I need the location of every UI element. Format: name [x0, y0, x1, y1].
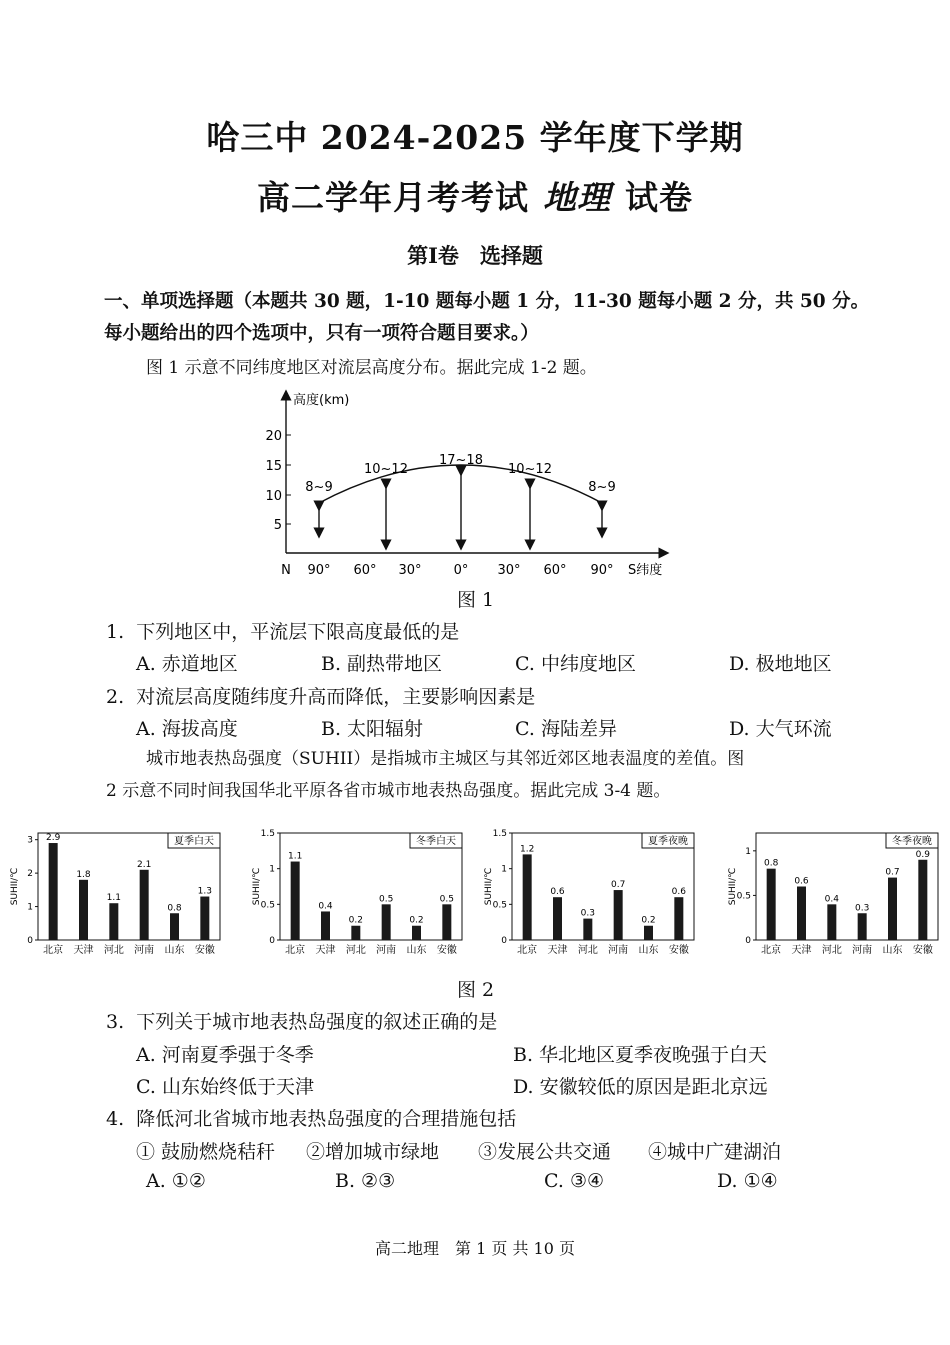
- bar: [918, 860, 927, 940]
- q3-option-a[interactable]: A. 河南夏季强于冬季: [136, 1044, 314, 1066]
- bar-value-label: 0.5: [379, 894, 394, 905]
- y-tick-label: 1: [501, 864, 507, 875]
- fig1-annotation: 10~12: [508, 462, 552, 477]
- bar: [79, 880, 88, 940]
- bar: [644, 926, 653, 940]
- category-label: 天津: [547, 945, 568, 956]
- q2-number: 2.: [106, 686, 125, 708]
- fig1-annotation: 8~9: [305, 480, 333, 495]
- bar-value-label: 0.8: [764, 858, 779, 869]
- title-subject: 地理: [543, 178, 611, 217]
- bar-value-label: 0.2: [409, 915, 424, 926]
- bar-value-label: 0.6: [671, 887, 686, 898]
- bar: [442, 904, 451, 940]
- bar-value-label: 0.6: [550, 887, 565, 898]
- section-title: 第Ⅰ卷 选择题: [407, 243, 543, 268]
- category-label: 山东: [164, 945, 185, 956]
- fig2-chart-winter-day: [250, 825, 472, 960]
- chart-title: 夏季白天: [174, 836, 214, 847]
- chart-frame: [512, 833, 694, 940]
- bar: [797, 887, 806, 941]
- fig1-xtick: 30°: [398, 563, 422, 578]
- fig2-chart-summer-day: [8, 825, 230, 960]
- question-3: [106, 1007, 497, 1034]
- category-label: 河北: [821, 945, 842, 956]
- title-part-a: 高二学年月考考试: [257, 178, 529, 217]
- bar-value-label: 0.2: [348, 915, 363, 926]
- bar: [767, 869, 776, 940]
- bar: [170, 913, 179, 940]
- y-axis-label: SUHII/℃: [484, 867, 494, 906]
- q1-option-b[interactable]: B. 副热带地区: [321, 653, 443, 675]
- title-part-c: 试卷: [625, 178, 693, 217]
- q3-option-c[interactable]: C. 山东始终低于天津: [136, 1076, 314, 1098]
- category-label: 安徽: [194, 945, 215, 956]
- bar: [291, 862, 300, 940]
- bar-value-label: 1.1: [288, 851, 303, 862]
- bar: [553, 897, 562, 940]
- fig1-annotation: 17~18: [439, 453, 483, 468]
- y-tick-label: 3: [27, 835, 33, 846]
- bar-value-label: 0.3: [580, 908, 595, 919]
- bar: [674, 897, 683, 940]
- bar-value-label: 0.7: [885, 867, 900, 878]
- q2-option-d[interactable]: D. 大气环流: [729, 718, 832, 740]
- q4-option-c[interactable]: C. ③④: [544, 1170, 605, 1192]
- y-tick-label: 2: [27, 869, 33, 880]
- q4-option-a[interactable]: A. ①②: [146, 1170, 206, 1192]
- q4-option-d[interactable]: D. ①④: [717, 1170, 778, 1192]
- y-axis-label: SUHII/℃: [728, 867, 738, 906]
- bar-value-label: 0.2: [641, 915, 656, 926]
- page-title-line2: [0, 172, 950, 219]
- category-label: 安徽: [912, 945, 933, 956]
- q1-option-a[interactable]: A. 赤道地区: [136, 653, 238, 675]
- q3-number: 3.: [106, 1011, 125, 1033]
- chart-frame: [38, 833, 220, 940]
- category-label: 河南: [608, 945, 629, 956]
- section1-heading: [104, 286, 884, 350]
- category-label: 山东: [406, 945, 427, 956]
- y-tick-label: 1: [269, 864, 275, 875]
- q1-stem: 下列地区中，平流层下限高度最低的是: [136, 621, 460, 643]
- category-label: 河北: [345, 945, 366, 956]
- bar: [351, 926, 360, 940]
- category-label: 天津: [73, 945, 94, 956]
- fig1-xtick: 0°: [453, 563, 469, 578]
- category-label: 天津: [791, 945, 812, 956]
- bar: [888, 878, 897, 940]
- y-tick-label: 0: [27, 936, 33, 946]
- fig1-xtick: 60°: [353, 563, 377, 578]
- q2-stem: 对流层高度随纬度升高而降低，主要影响因素是: [136, 686, 536, 708]
- category-label: 北京: [43, 945, 64, 956]
- bar-value-label: 2.9: [46, 833, 61, 844]
- intro-figure2-line2: 2 示意不同时间我国华北平原各省市城市地表热岛强度。据此完成 3-4 题。: [106, 781, 671, 801]
- q1-number: 1.: [106, 621, 125, 643]
- q1-option-c[interactable]: C. 中纬度地区: [515, 653, 636, 675]
- category-label: 北京: [517, 945, 538, 956]
- fig1-annotation: 10~12: [364, 462, 408, 477]
- bar-value-label: 1.3: [197, 886, 212, 897]
- y-tick-label: 0: [745, 936, 751, 946]
- bar-value-label: 0.9: [915, 849, 930, 860]
- q4-stem: 降低河北省城市地表热岛强度的合理措施包括: [136, 1108, 517, 1130]
- fig1-xtick: 90°: [307, 563, 331, 578]
- bar-value-label: 1.1: [106, 893, 121, 904]
- category-label: 河北: [103, 945, 124, 956]
- intro-figure2-line1: 城市地表热岛强度（SUHII）是指城市主城区与其邻近郊区地表温度的差值。图: [146, 749, 745, 769]
- bar: [382, 904, 391, 940]
- q4-number: 4.: [106, 1108, 125, 1130]
- bar-value-label: 0.5: [439, 894, 454, 905]
- y-tick-label: 1.5: [492, 829, 507, 839]
- y-tick-label: 0.5: [736, 891, 751, 902]
- fig2-chart-summer-night: [482, 825, 704, 960]
- bar-value-label: 1.8: [76, 869, 91, 880]
- question-1: [106, 617, 459, 644]
- chart-title: 冬季夜晚: [892, 836, 932, 847]
- figure1-caption: 图 1: [457, 589, 495, 611]
- category-label: 河南: [852, 945, 873, 956]
- y-tick-label: 0.5: [492, 900, 507, 911]
- fig1-ytick: 5: [273, 518, 282, 533]
- bar-value-label: 0.6: [794, 876, 809, 887]
- fig1-ytick: 10: [265, 489, 282, 504]
- q4-item-4: ④城中广建湖泊: [648, 1141, 782, 1163]
- q4-item-2: ②增加城市绿地: [306, 1141, 440, 1163]
- bar-value-label: 0.4: [824, 894, 839, 905]
- q3-stem: 下列关于城市地表热岛强度的叙述正确的是: [136, 1011, 498, 1033]
- bar: [200, 897, 209, 940]
- q2-option-a[interactable]: A. 海拔高度: [136, 718, 238, 740]
- bar-value-label: 0.7: [611, 880, 626, 891]
- question-2: [106, 682, 535, 709]
- fig1-annotation: 8~9: [588, 480, 616, 495]
- fig1-ytick: 20: [265, 429, 282, 444]
- bar-value-label: 0.4: [318, 901, 333, 912]
- category-label: 山东: [882, 945, 903, 956]
- figure1-chart: [260, 385, 680, 585]
- y-tick-label: 1: [745, 846, 751, 857]
- section1-heading-line2: 每小题给出的四个选项中，只有一项符合题目要求。）: [104, 323, 539, 344]
- q2-option-b[interactable]: B. 太阳辐射: [321, 718, 424, 740]
- y-tick-label: 0: [501, 936, 507, 946]
- fig1-xtick: 90°: [590, 563, 614, 578]
- bar: [827, 904, 836, 940]
- q3-option-b[interactable]: B. 华北地区夏季夜晚强于白天: [513, 1044, 768, 1066]
- category-label: 河北: [577, 945, 598, 956]
- chart-frame: [280, 833, 462, 940]
- chart-title: 夏季夜晚: [648, 836, 688, 847]
- fig1-ytick: 15: [265, 459, 282, 474]
- fig1-xtick: 30°: [497, 563, 521, 578]
- q4-item-1: ① 鼓励燃烧秸秆: [136, 1141, 276, 1163]
- figure2-caption: 图 2: [457, 979, 495, 1001]
- y-axis-label: SUHII/℃: [10, 867, 20, 906]
- fig1-y-ticks: [265, 429, 291, 533]
- intro-figure1: 图 1 示意不同纬度地区对流层高度分布。据此完成 1-2 题。: [146, 358, 597, 378]
- y-tick-label: 0: [269, 936, 275, 946]
- bar-value-label: 0.3: [855, 903, 870, 914]
- bar-value-label: 0.8: [167, 903, 182, 914]
- category-label: 山东: [638, 945, 659, 956]
- y-tick-label: 0.5: [260, 900, 275, 911]
- chart-frame: [756, 833, 938, 940]
- q4-item-3: ③发展公共交通: [478, 1141, 612, 1163]
- page-title-line1: 哈三中 2024-2025 学年度下学期: [206, 118, 744, 157]
- q4-option-b[interactable]: B. ②③: [335, 1170, 396, 1192]
- chart-title: 冬季白天: [416, 836, 456, 847]
- fig1-x-start: N: [281, 563, 291, 578]
- q3-option-d[interactable]: D. 安徽较低的原因是距北京远: [513, 1076, 768, 1098]
- category-label: 天津: [315, 945, 336, 956]
- y-tick-label: 1.5: [260, 829, 275, 839]
- bar: [412, 926, 421, 940]
- category-label: 河南: [134, 945, 155, 956]
- q1-option-d[interactable]: D. 极地地区: [729, 653, 832, 675]
- fig1-xtick: 60°: [543, 563, 567, 578]
- bar: [140, 870, 149, 940]
- y-tick-label: 1: [27, 902, 33, 913]
- bar: [109, 903, 118, 940]
- section1-heading-line1: 一、单项选择题（本题共 30 题，1-10 题每小题 1 分，11-30 题每小题 2 分，共 50 分。: [104, 291, 870, 312]
- bar: [583, 919, 592, 940]
- category-label: 河南: [376, 945, 397, 956]
- question-4: [106, 1104, 516, 1131]
- category-label: 安徽: [668, 945, 689, 956]
- bar: [49, 843, 58, 940]
- fig2-chart-winter-night: [726, 825, 948, 960]
- fig1-height-arrows: [319, 471, 602, 545]
- bar-value-label: 2.1: [137, 859, 152, 870]
- category-label: 北京: [761, 945, 782, 956]
- bar: [321, 911, 330, 940]
- fig1-x-label: S纬度: [628, 563, 663, 578]
- category-label: 北京: [285, 945, 306, 956]
- bar: [523, 854, 532, 940]
- fig1-y-label: 高度(km): [293, 393, 350, 408]
- page-footer: 高二地理 第 1 页 共 10 页: [375, 1239, 575, 1258]
- q2-option-c[interactable]: C. 海陆差异: [515, 718, 617, 740]
- bar-value-label: 1.2: [520, 844, 535, 855]
- bar: [614, 890, 623, 940]
- y-axis-label: SUHII/℃: [252, 867, 262, 906]
- bar: [858, 913, 867, 940]
- category-label: 安徽: [436, 945, 457, 956]
